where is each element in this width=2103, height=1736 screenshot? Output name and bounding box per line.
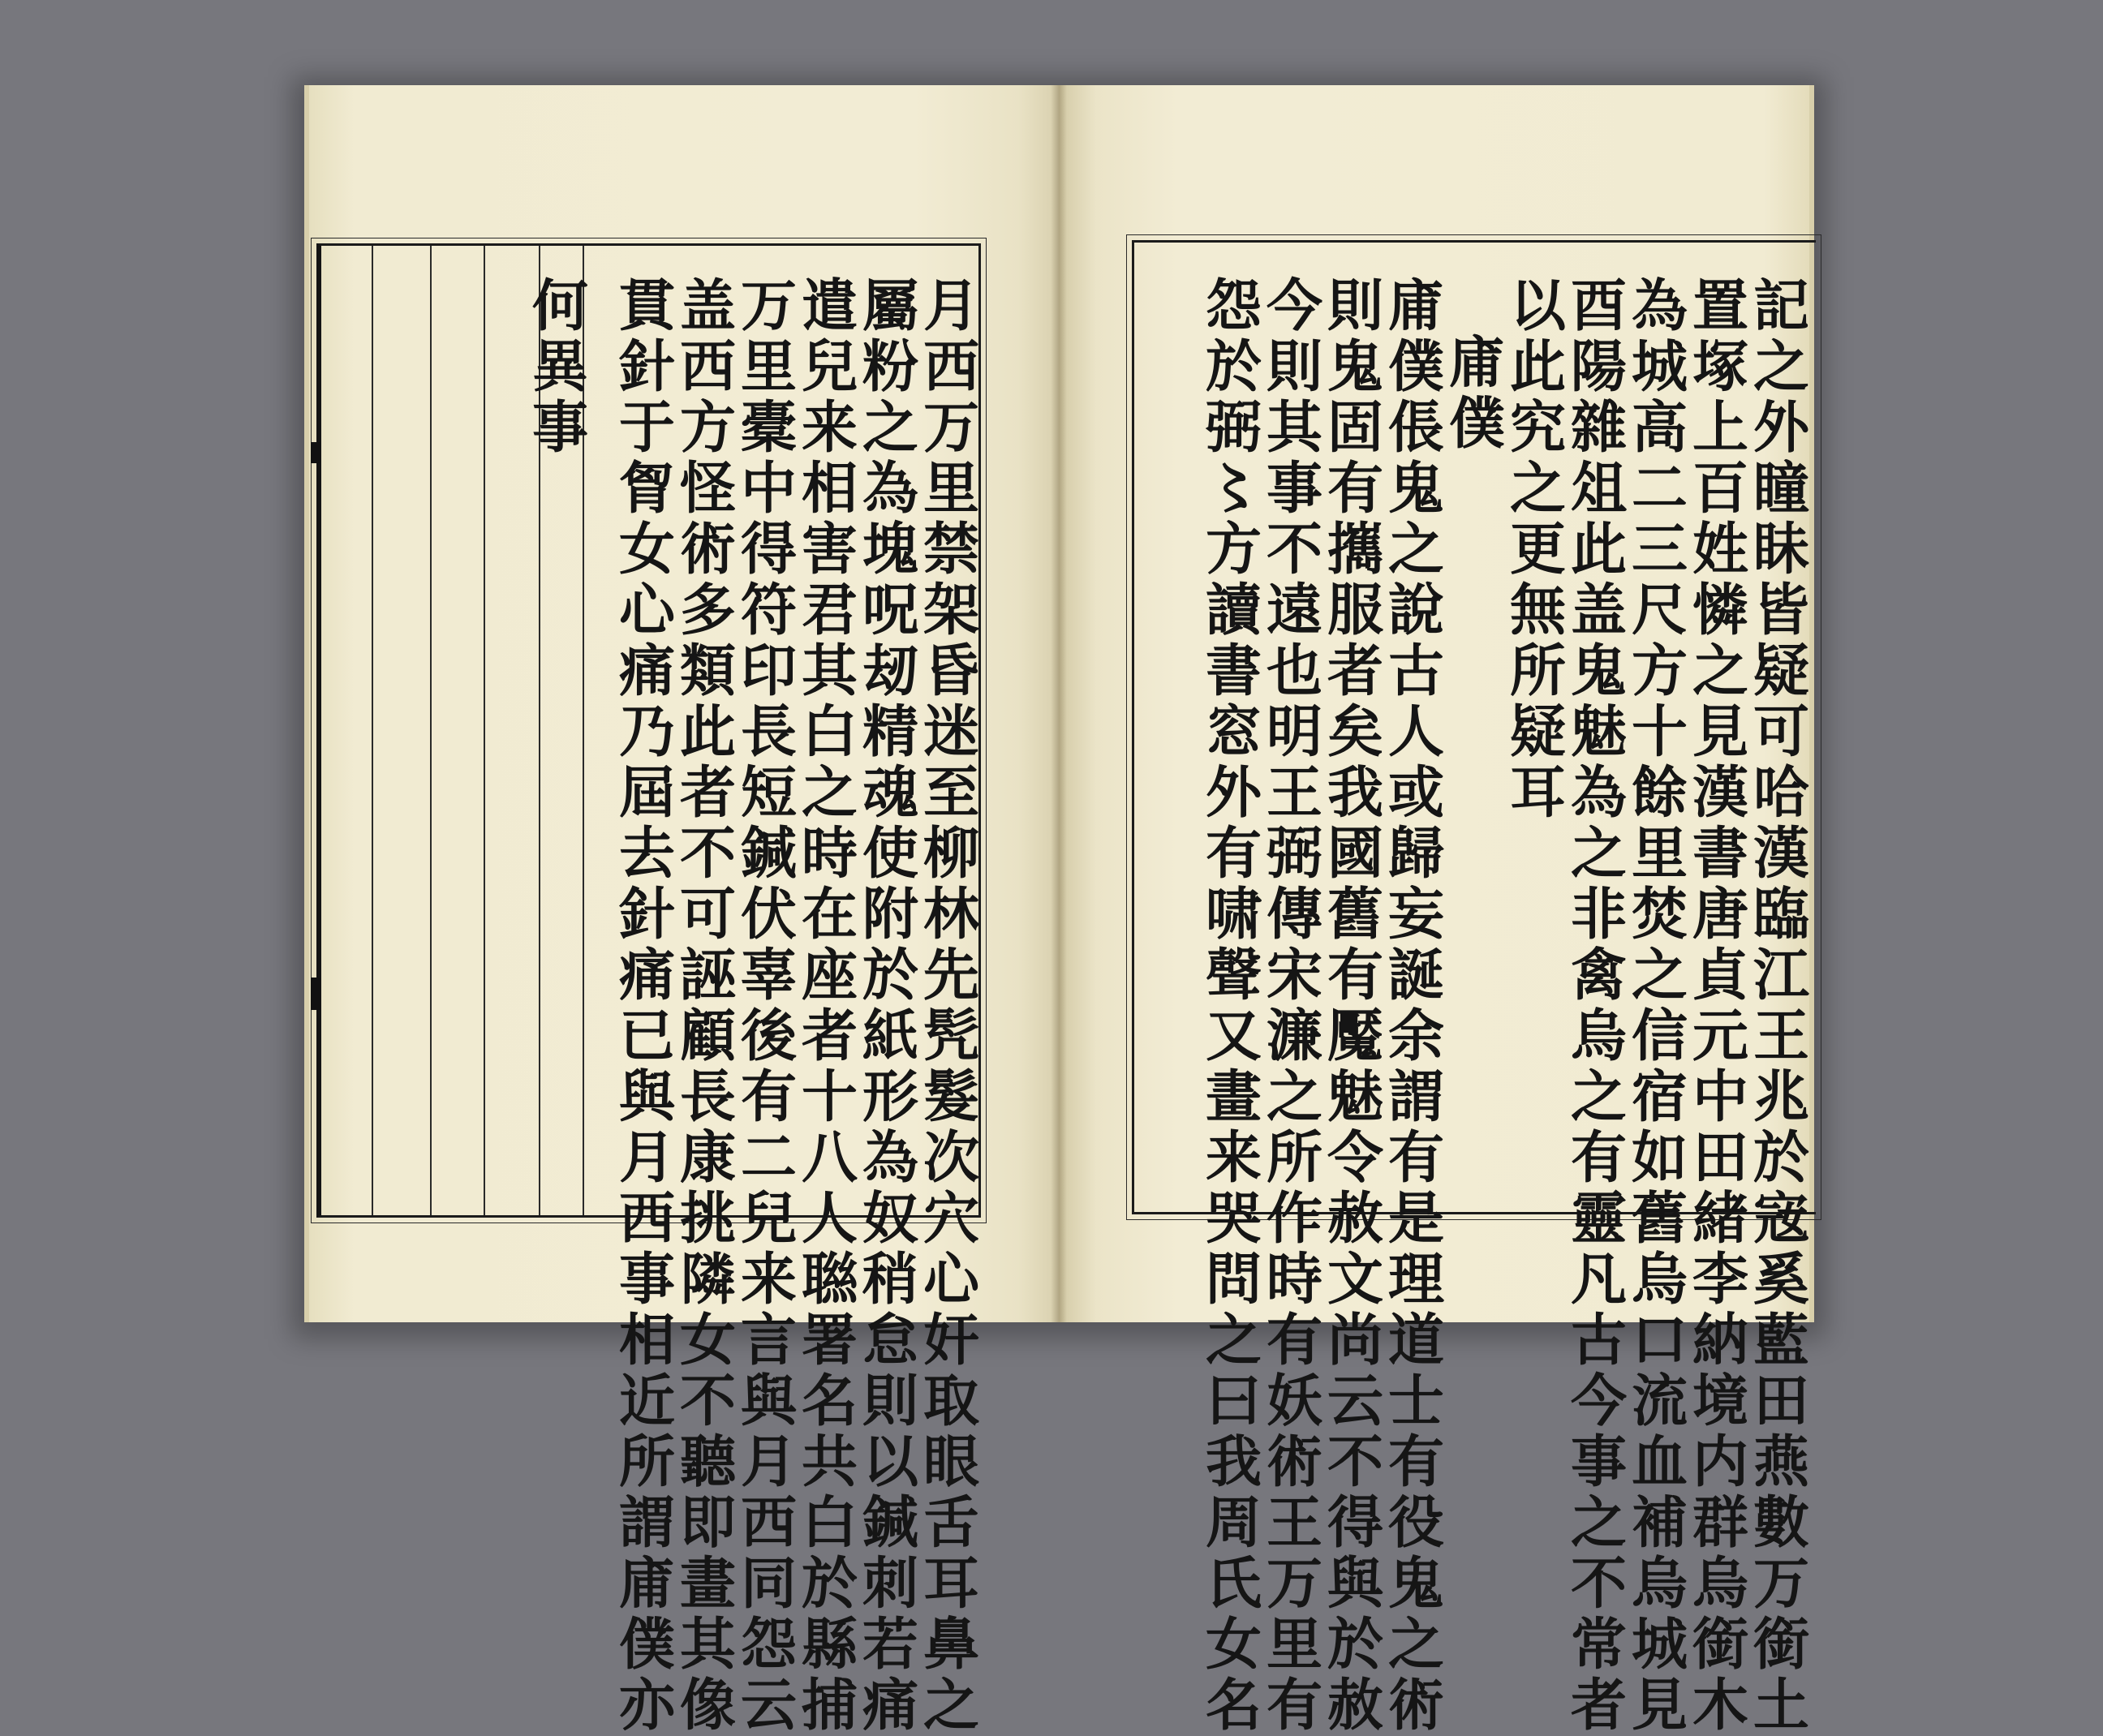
right-text-column-3: 為城高二三尺方十餘里焚之信宿如舊烏口流血補烏城見	[1622, 276, 1688, 1736]
left-text-column-6: 貫針于胷女心痛乃屆去針痛已與月西事相近所謂庯僕亦	[609, 276, 675, 1736]
left-text-column-1: 月西万里禁架昏迷至柳林先髠髮次穴心奸取眼舌耳鼻之	[914, 276, 979, 1736]
left-text-column-3: 遣兒来相害君其白之時在座者十八人聮署名共白於縣捕	[792, 276, 858, 1736]
right-text-column-2: 置塚上百姓憐之見漢書唐貞元中田緒李納境内群烏銜木	[1683, 276, 1748, 1736]
right-text-column-4: 酉陽雜俎此盖鬼魅為之非禽烏之有靈凡古今事之不常者	[1561, 276, 1627, 1736]
book-gutter	[1051, 85, 1067, 1322]
left-text-column-2: 屬粉之為塊呪刼精魂使附於紙形為奴稍怠則以鍼刺若痛	[853, 276, 918, 1736]
right-text-column-7: 則鬼固有𢹂服者矣我國舊有魘魅令赦文尚云不得與於赦	[1318, 276, 1383, 1736]
left-text-column-7: 何異事	[523, 276, 588, 458]
fold-mark	[311, 978, 320, 1010]
fold-mark	[311, 442, 320, 463]
right-text-column-5: 以此究之更無所疑耳	[1500, 276, 1566, 823]
right-text-column-6: 庯僕倀鬼之說古人或歸妄誕余謂有是理道士有役鬼之術	[1378, 276, 1444, 1736]
right-text-column-9: 怨於弼〻方讀書窓外有啸聲又畫来哭問之曰我周氏女名	[1196, 276, 1262, 1736]
frame-rule	[484, 246, 485, 1215]
frame-rule	[430, 246, 432, 1215]
frame-rule	[372, 246, 373, 1215]
right-text-column-8: 今則其事不遠也明王弼傳宋濂之所作時有妖術王万里有	[1257, 276, 1322, 1736]
right-text-column-1: 記之外瞳眛皆疑可哈漢臨江王兆於宼奚藍田燕數万銜土	[1744, 276, 1809, 1736]
section-heading: 庯僕	[1439, 333, 1505, 454]
left-text-column-5: 盖西方怪術多類此者不可誣顧長康挑隣女不聽即畫其像	[670, 276, 736, 1736]
left-text-column-4: 万里橐中得符印長短鍼伏辜後有二兒来言與月西同怨云	[731, 276, 797, 1736]
